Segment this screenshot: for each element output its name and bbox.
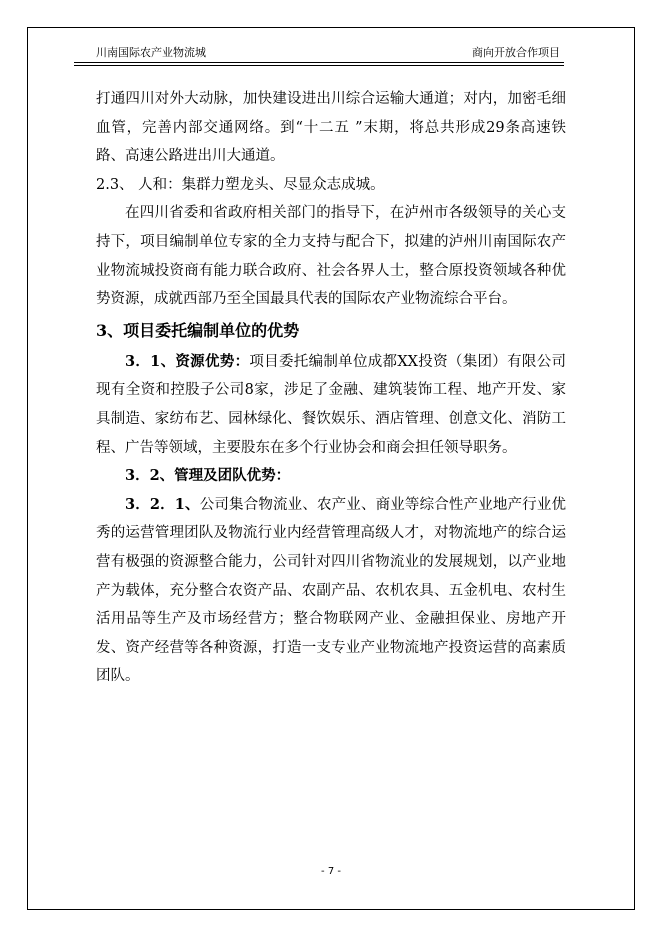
page-number: - 7 - (321, 866, 341, 877)
subsection-2-3-heading: 2.3、 人和：集群力塑龙头、尽显众志成城。 (96, 176, 385, 193)
subsection-3-2-heading: 3．2、管理及团队优势： (125, 467, 291, 485)
paragraph-3-1 (96, 348, 566, 462)
subsection-3-1-text: 项目委托编制单位成都XX投资（集团）有限公司现有全资和控股子公司8家，涉足了金融、建筑装饰工程、地产开发、家具制造、家纺布艺、园林绿化、餐饮娱乐、酒店管理、创意文化、消防工程、广告等领域，主要股东在多个行业协会和商会担任领导职务。 (96, 353, 566, 456)
header-right-title: 商向开放合作项目 (472, 46, 560, 59)
paragraph-harmony: 在四川省委和省政府相关部门的指导下，在泸州市各级领导的关心支持下，项目编制单位专家的全力支持与配合下，拟建的泸州川南国际农产业物流城投资商有能力联合政府、社会各界人士，整合原投资领域各种优势资源，成就西部乃至全国最具代表的国际农产业物流综合平台。 (96, 205, 566, 308)
subsection-3-1-label: 3．1、资源优势： (125, 352, 250, 370)
paragraph-3-2-1 (96, 491, 566, 691)
section-3-heading: 3、项目委托编制单位的优势 (96, 320, 300, 340)
document-body (96, 85, 566, 691)
header-rule (74, 62, 564, 63)
subsection-3-2-1-label: 3．2．1、 (125, 495, 200, 513)
header-left-title: 川南国际农产业物流城 (96, 46, 206, 59)
subsection-3-2-1-text: 公司集合物流业、农产业、商业等综合性产业地产行业优秀的运营管理团队及物流行业内经营管理高级人才，对物流地产的综合运营有极强的资源整合能力，公司针对四川省物流业的发展规划，以产业地产为载体，充分整合农资产品、农副产品、农机农具、五金机电、农村生活用品等生产及市场经营方；整合物联网产业、金融担保业、房地产开发、资产经营等各种资源，打造一支专业产业物流地产投资运营的高素质团队。 (96, 496, 566, 685)
page-header (74, 45, 560, 61)
header-rule-secondary (74, 65, 564, 66)
paragraph-transport: 打通四川对外大动脉，加快建设进出川综合运输大通道；对内，加密毛细血管，完善内部交通网络。到“十二五 ”末期，将总共形成29条高速铁路、高速公路进出川大通道。 (96, 91, 566, 165)
